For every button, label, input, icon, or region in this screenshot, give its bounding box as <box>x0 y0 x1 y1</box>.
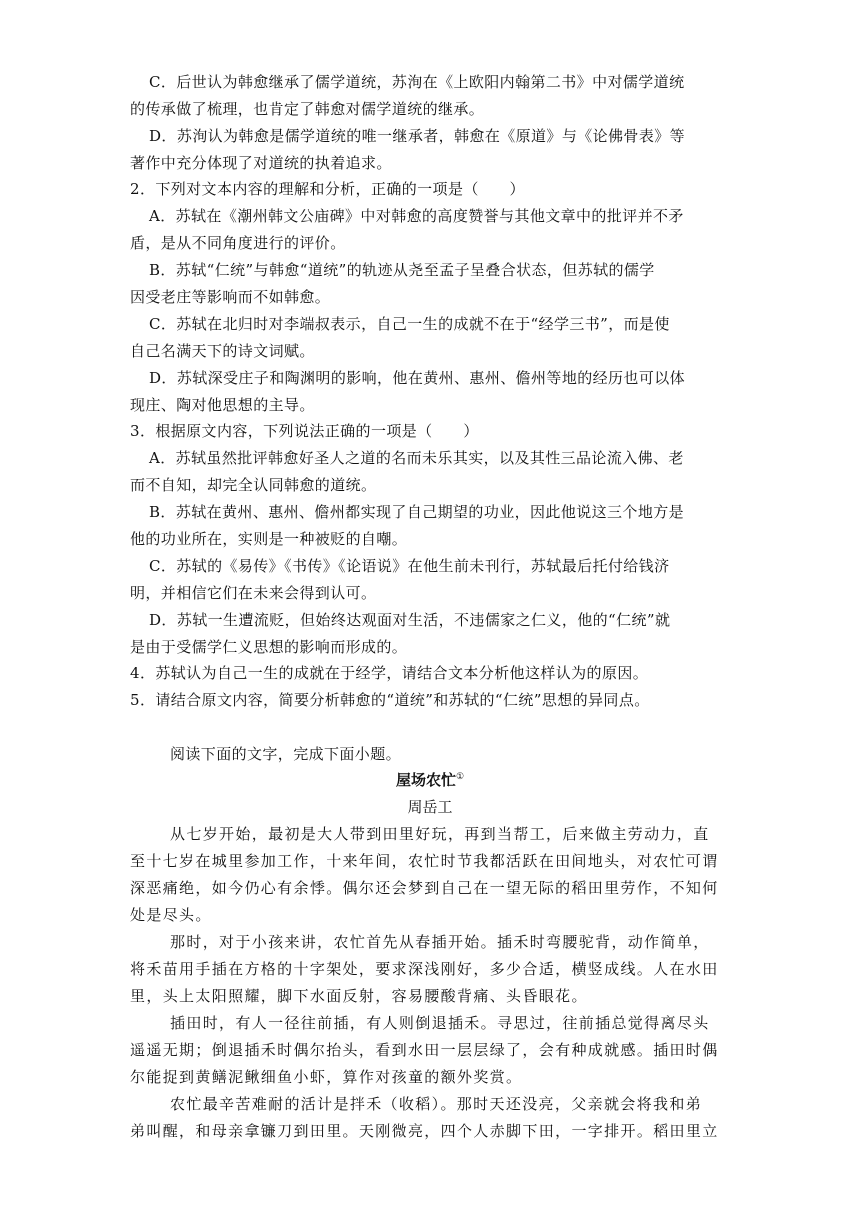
paragraph-1-line2: 至十七岁在城里参加工作，十来年间，农忙时节我都活跃在田间地头，对农忙可谓 <box>130 852 719 870</box>
q4-stem: 4．苏轼认为自己一生的成就在于经学，请结合文本分析他这样认为的原因。 <box>130 664 649 682</box>
q2-option-d-line1: D．苏轼深受庄子和陶渊明的影响，他在黄州、惠州、儋州等地的经历也可以体 <box>149 369 686 387</box>
q1-option-c-line2: 的传承做了梳理，也肯定了韩愈对儒学道统的继承。 <box>130 100 485 118</box>
q3-option-b-line1: B．苏轼在黄州、惠州、儋州都实现了自己期望的功业，因此他说这三个地方是 <box>149 503 685 521</box>
paragraph-2-line3: 里，头上太阳照耀，脚下水面反射，容易腰酸背痛、头昏眼花。 <box>130 987 588 1005</box>
q3-option-c-line2: 明，并相信它们在未来会得到认可。 <box>130 584 377 602</box>
q2-option-d-line2: 现庄、陶对他思想的主导。 <box>130 396 315 414</box>
q3-option-a-line2: 而不自知，却完全认同韩愈的道统。 <box>130 476 377 494</box>
passage-author: 周岳工 <box>407 798 453 816</box>
q2-option-b-line1: B．苏轼“仁统”与韩愈“道统”的轨迹从尧至孟子呈叠合状态，但苏轼的儒学 <box>149 261 655 279</box>
q1-option-d-line2: 著作中充分体现了对道统的执着追求。 <box>130 154 392 172</box>
q3-option-c-line1: C．苏轼的《易传》《书传》《论语说》在他生前未刊行，苏轼最后托付给钱济 <box>149 557 670 575</box>
q3-option-a-line1: A．苏轼虽然批评韩愈好圣人之道的名而未乐其实，以及其性三品论流入佛、老 <box>149 449 684 467</box>
paragraph-3-line3: 尔能捉到黄鳝泥鳅细鱼小虾，算作对孩童的额外奖赏。 <box>130 1068 523 1086</box>
q2-option-b-line2: 因受老庄等影响而不如韩愈。 <box>130 288 331 306</box>
paragraph-3-line1: 插田时，有人一径往前插，有人则倒退插禾。寻思过，往前插总觉得离尽头 <box>170 1014 710 1032</box>
passage-title <box>0 767 860 793</box>
q2-option-c-line2: 自己名满天下的诗文词赋。 <box>130 342 315 360</box>
footnote-marker: ① <box>455 772 465 782</box>
q3-option-d-line2: 是由于受儒学仁义思想的影响而形成的。 <box>130 638 408 656</box>
paragraph-3-line2: 遥遥无期；倒退插禾时偶尔抬头，看到水田一层层绿了，会有种成就感。插田时偶 <box>130 1041 719 1059</box>
paragraph-4-line1: 农忙最辛苦难耐的活计是拌禾（收稻）。那时天还没亮，父亲就会将我和弟 <box>170 1095 703 1113</box>
q2-option-c-line1: C．苏轼在北归时对李端叔表示，自己一生的成就不在于“经学三书”，而是使 <box>149 315 670 333</box>
paragraph-2-line1: 那时，对于小孩来讲，农忙首先从春插开始。插禾时弯腰驼背，动作简单， <box>170 933 710 951</box>
q5-stem: 5．请结合原文内容，简要分析韩愈的“道统”和苏轼的“仁统”思想的异同点。 <box>130 691 650 709</box>
q1-option-d-line1: D．苏洵认为韩愈是儒学道统的唯一继承者，韩愈在《原道》与《论佛骨表》等 <box>149 127 686 145</box>
q3-stem: 3．根据原文内容，下列说法正确的一项是（ ） <box>130 422 479 440</box>
q3-option-b-line2: 他的功业所在，实则是一种被贬的自嘲。 <box>130 530 408 548</box>
passage-title-text: 屋场农忙 <box>395 771 456 789</box>
q3-option-d-line1: D．苏轼一生遭流贬，但始终达观面对生活，不违儒家之仁义，他的“仁统”就 <box>149 611 671 629</box>
paragraph-4-line2: 弟叫醒，和母亲拿镰刀到田里。天刚微亮，四个人赤脚下田，一字排开。稻田里立 <box>130 1122 719 1140</box>
reading-instruction: 阅读下面的文字，完成下面小题。 <box>170 745 402 763</box>
paragraph-1-line3: 深恶痛绝，如今仍心有余悸。偶尔还会梦到自己在一望无际的稻田里劳作，不知何 <box>130 879 719 897</box>
paragraph-1-line1: 从七岁开始，最初是大人带到田里好玩，再到当帮工，后来做主劳动力，直 <box>170 825 710 843</box>
q2-option-a-line1: A．苏轼在《潮州韩文公庙碑》中对韩愈的高度赞誉与其他文章中的批评并不矛 <box>149 207 684 225</box>
q2-option-a-line2: 盾，是从不同角度进行的评价。 <box>130 234 346 252</box>
q2-stem: 2．下列对文本内容的理解和分析，正确的一项是（ ） <box>130 180 525 198</box>
q1-option-c-line1: C．后世认为韩愈继承了儒学道统，苏洵在《上欧阳内翰第二书》中对儒学道统 <box>149 73 685 91</box>
paragraph-1-line4: 处是尽头。 <box>130 906 212 924</box>
paragraph-2-line2: 将禾苗用手插在方格的十字架处，要求深浅刚好，多少合适，横竖成线。人在水田 <box>130 960 719 978</box>
